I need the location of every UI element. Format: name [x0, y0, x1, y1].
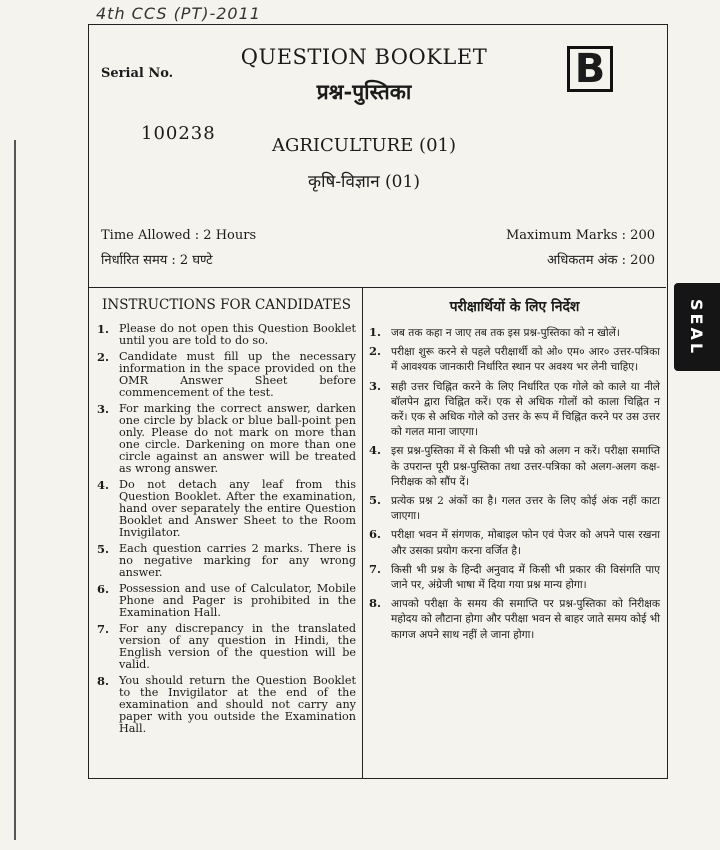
seal-tab: [674, 283, 720, 371]
instruction-number: 7.: [369, 561, 382, 576]
instruction-number: 2.: [97, 350, 110, 364]
instruction-text: Candidate must fill up the necessary information in the space provided on the OMR Answer Sheet before commencement of the test.: [119, 350, 356, 399]
instruction-text: किसी भी प्रश्न के हिन्दी अनुवाद में किसी भी प्रकार की विसंगति पाए जाने पर, अंग्रेजी भाषा में दिया गया प्रश्न मान्य होगा।: [391, 563, 660, 592]
instructions-hindi-column: [363, 288, 666, 778]
instruction-number: 5.: [97, 542, 110, 556]
instruction-text: सही उत्तर चिह्नित करने के लिए निर्धारित एक गोले को काले या नीले बॉलपेन द्वारा चिह्नित करें। एक से अधिक गोलों को काला चिह्नित न करें। एक से अधिक गोले को उत्तर के रूप में चिह्नित करने पर उस उत्तर को गलत माना जाएगा।: [391, 380, 660, 439]
instructions-english-column: [89, 288, 363, 778]
instruction-text: Each question carries 2 marks. There is no negative marking for any wrong answer.: [119, 542, 356, 579]
instruction-item: [97, 403, 356, 475]
instruction-item: [369, 345, 660, 375]
instruction-item: [97, 479, 356, 539]
booklet-cover: [88, 24, 668, 779]
instruction-number: 1.: [369, 325, 382, 339]
instructions-english-list: [97, 323, 356, 735]
instruction-item: [369, 528, 660, 558]
subject-hindi: कृषि-विज्ञान (01): [308, 172, 420, 192]
left-margin-line: [14, 140, 16, 840]
instruction-text: प्रत्येक प्रश्न 2 अंकों का है। गलत उत्तर के लिए कोई अंक नहीं काटा जाएगा।: [391, 495, 660, 523]
serial-label: Serial No.: [101, 66, 174, 81]
instructions-hindi-title: परीक्षार्थियों के लिए निर्देश: [449, 299, 580, 315]
instruction-number: 5.: [369, 493, 382, 508]
instruction-item: [369, 326, 660, 341]
instruction-text: परीक्षा भवन में संगणक, मोबाइल फोन एवं पेजर को अपने पास रखना और उसका प्रयोग करना वर्जित है।: [391, 529, 660, 557]
subject-english: AGRICULTURE (01): [271, 135, 456, 156]
instruction-item: [97, 675, 356, 735]
instruction-number: 8.: [369, 596, 382, 611]
instruction-text: Do not detach any leaf from this Question Booklet. After the examination, hand over separately the entire Question Booklet and Answer Sheet to the Room Invigilator.: [119, 478, 356, 539]
instruction-number: 6.: [369, 527, 382, 542]
title-english: QUESTION BOOKLET: [240, 45, 488, 69]
instruction-text: इस प्रश्न-पुस्तिका में से किसी भी पन्ने को अलग न करें। परीक्षा समाप्ति के उपरान्त पूरी प्रश्न-पुस्तिका तथा उत्तर-पत्रिका को अलग-अलग कक्ष-निरीक्षक को सौंप दें।: [391, 445, 660, 488]
instruction-text: Please do not open this Question Booklet until you are told to do so.: [119, 322, 356, 347]
instruction-text: For any discrepancy in the translated version of any question in Hindi, the English version of the question will be valid.: [119, 622, 356, 671]
instructions-hindi-list: [369, 326, 660, 643]
instruction-item: [97, 351, 356, 399]
instruction-number: 3.: [369, 378, 382, 393]
instruction-item: [97, 583, 356, 619]
handwritten-note: 4th CCS (PT)-2011: [96, 4, 261, 23]
instruction-number: 4.: [369, 443, 382, 458]
instructions-section: [89, 287, 666, 778]
instruction-number: 6.: [97, 582, 110, 596]
instruction-item: [97, 543, 356, 579]
serial-number: 100238: [141, 123, 216, 144]
instruction-number: 2.: [369, 344, 382, 359]
instruction-number: 4.: [97, 478, 110, 492]
instruction-item: [97, 623, 356, 671]
time-allowed-hindi: निर्धारित समय : 2 घण्टे: [101, 253, 213, 268]
instruction-item: [369, 563, 660, 593]
booklet-set-letter: B: [567, 46, 613, 92]
instructions-english-title: INSTRUCTIONS FOR CANDIDATES: [102, 297, 351, 313]
instruction-number: 8.: [97, 674, 110, 688]
seal-label: SEAL: [687, 298, 707, 356]
time-allowed-english: Time Allowed : 2 Hours: [101, 228, 257, 243]
instruction-text: Possession and use of Calculator, Mobile Phone and Pager is prohibited in the Examination Hall.: [119, 582, 356, 619]
instruction-text: आपको परीक्षा के समय की समाप्ति पर प्रश्न-पुस्तिका को निरीक्षक महोदय को लौटाना होगा और परीक्षा भवन से बाहर जाते समय कोई भी कागज अपने साथ नहीं ले जाना होगा।: [391, 598, 660, 641]
instruction-item: [369, 444, 660, 490]
instruction-number: 1.: [97, 322, 110, 336]
maximum-marks-hindi: अधिकतम अंक : 200: [547, 253, 655, 268]
maximum-marks-english: Maximum Marks : 200: [506, 228, 655, 243]
instruction-item: [369, 380, 660, 441]
instruction-item: [369, 494, 660, 524]
instruction-text: For marking the correct answer, darken one circle by black or blue ball-point pen only. Please do not mark on more than one circle. Darkening on more than one circle against an answer will be treated as wrong answer.: [119, 402, 356, 475]
instruction-item: [369, 597, 660, 643]
title-hindi: प्रश्न-पुस्तिका: [316, 79, 412, 104]
instruction-text: जब तक कहा न जाए तब तक इस प्रश्न-पुस्तिका को न खोलें।: [391, 327, 620, 339]
instruction-text: You should return the Question Booklet to the Invigilator at the end of the examination and should not carry any paper with you outside the Examination Hall.: [119, 674, 356, 735]
instruction-text: परीक्षा शुरू करने से पहले परीक्षार्थी को ओ० एम० आर० उत्तर-पत्रिका में आवश्यक जानकारी निर्धारित स्थान पर अवश्य भर लेनी चाहिए।: [391, 346, 660, 374]
instruction-number: 7.: [97, 622, 110, 636]
instruction-item: [97, 323, 356, 347]
instruction-number: 3.: [97, 402, 110, 416]
